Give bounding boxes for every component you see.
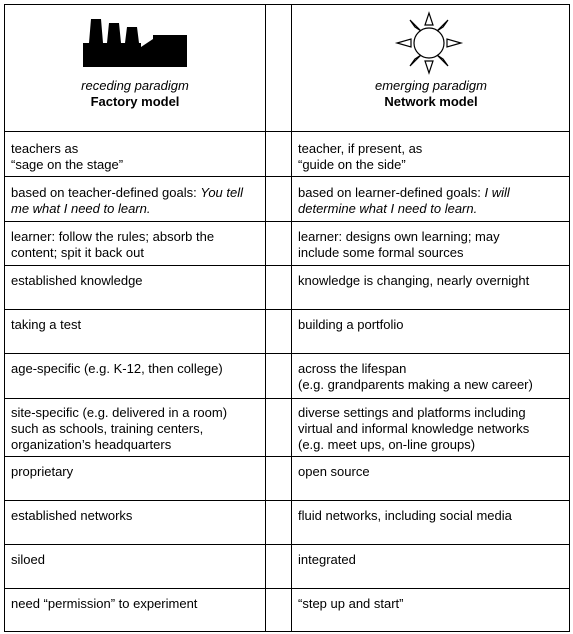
- row-divider: [5, 265, 569, 266]
- network-cell: “step up and start”: [298, 596, 404, 611]
- factory-cell: taking a test: [11, 317, 82, 332]
- network-cell: diverse settings and platforms including virtual and informal knowledge networks (e.g. meet ups, on-line groups): [298, 405, 530, 452]
- header-left-title: Factory model: [90, 94, 180, 109]
- network-cell: integrated: [298, 552, 356, 567]
- network-cell: open source: [298, 464, 370, 479]
- factory-cell: need “permission” to experiment: [11, 596, 198, 611]
- factory-cell: age-specific (e.g. K-12, then college): [11, 361, 223, 376]
- network-cell: learner: designs own learning; may include some formal sources: [298, 229, 500, 260]
- row-divider: [5, 221, 569, 222]
- factory-cell: site-specific (e.g. delivered in a room) such as schools, training centers, organization’s headquarters: [11, 405, 228, 452]
- factory-cell: [5, 181, 265, 221]
- network-cell-text: based on learner-defined goals:: [298, 185, 485, 200]
- comparison-table: [4, 4, 570, 632]
- factory-cell: established networks: [11, 508, 133, 523]
- header-left: [5, 78, 265, 110]
- factory-icon: [83, 15, 187, 67]
- network-cell-quote: I will determine what I need to learn.: [298, 185, 510, 216]
- network-cell: teacher, if present, as “guide on the side”: [298, 141, 423, 172]
- sun-icon: [389, 9, 469, 77]
- factory-cell: siloed: [11, 552, 45, 567]
- column-divider-left: [265, 5, 266, 631]
- factory-cell: proprietary: [11, 464, 74, 479]
- factory-cell: learner: follow the rules; absorb the content; spit it back out: [11, 229, 215, 260]
- factory-cell: teachers as “sage on the stage”: [11, 141, 124, 172]
- network-cell: [292, 181, 570, 221]
- row-divider: [5, 500, 569, 501]
- header-right: [292, 78, 570, 110]
- row-divider: [5, 309, 569, 310]
- factory-cell: established knowledge: [11, 273, 143, 288]
- header-left-subtitle: receding paradigm: [81, 78, 189, 93]
- header-right-title: Network model: [384, 94, 478, 109]
- network-cell: knowledge is changing, nearly overnight: [298, 273, 530, 288]
- network-cell: fluid networks, including social media: [298, 508, 512, 523]
- factory-cell-text: based on teacher-defined goals:: [11, 185, 201, 200]
- row-divider: [5, 131, 569, 132]
- network-cell: building a portfolio: [298, 317, 404, 332]
- row-divider: [5, 544, 569, 545]
- factory-cell-quote: You tell me what I need to learn.: [11, 185, 244, 216]
- row-divider: [5, 588, 569, 589]
- header-right-subtitle: emerging paradigm: [374, 78, 487, 93]
- row-divider: [5, 398, 569, 399]
- network-cell: across the lifespan (e.g. grandparents making a new career): [298, 361, 533, 392]
- row-divider: [5, 353, 569, 354]
